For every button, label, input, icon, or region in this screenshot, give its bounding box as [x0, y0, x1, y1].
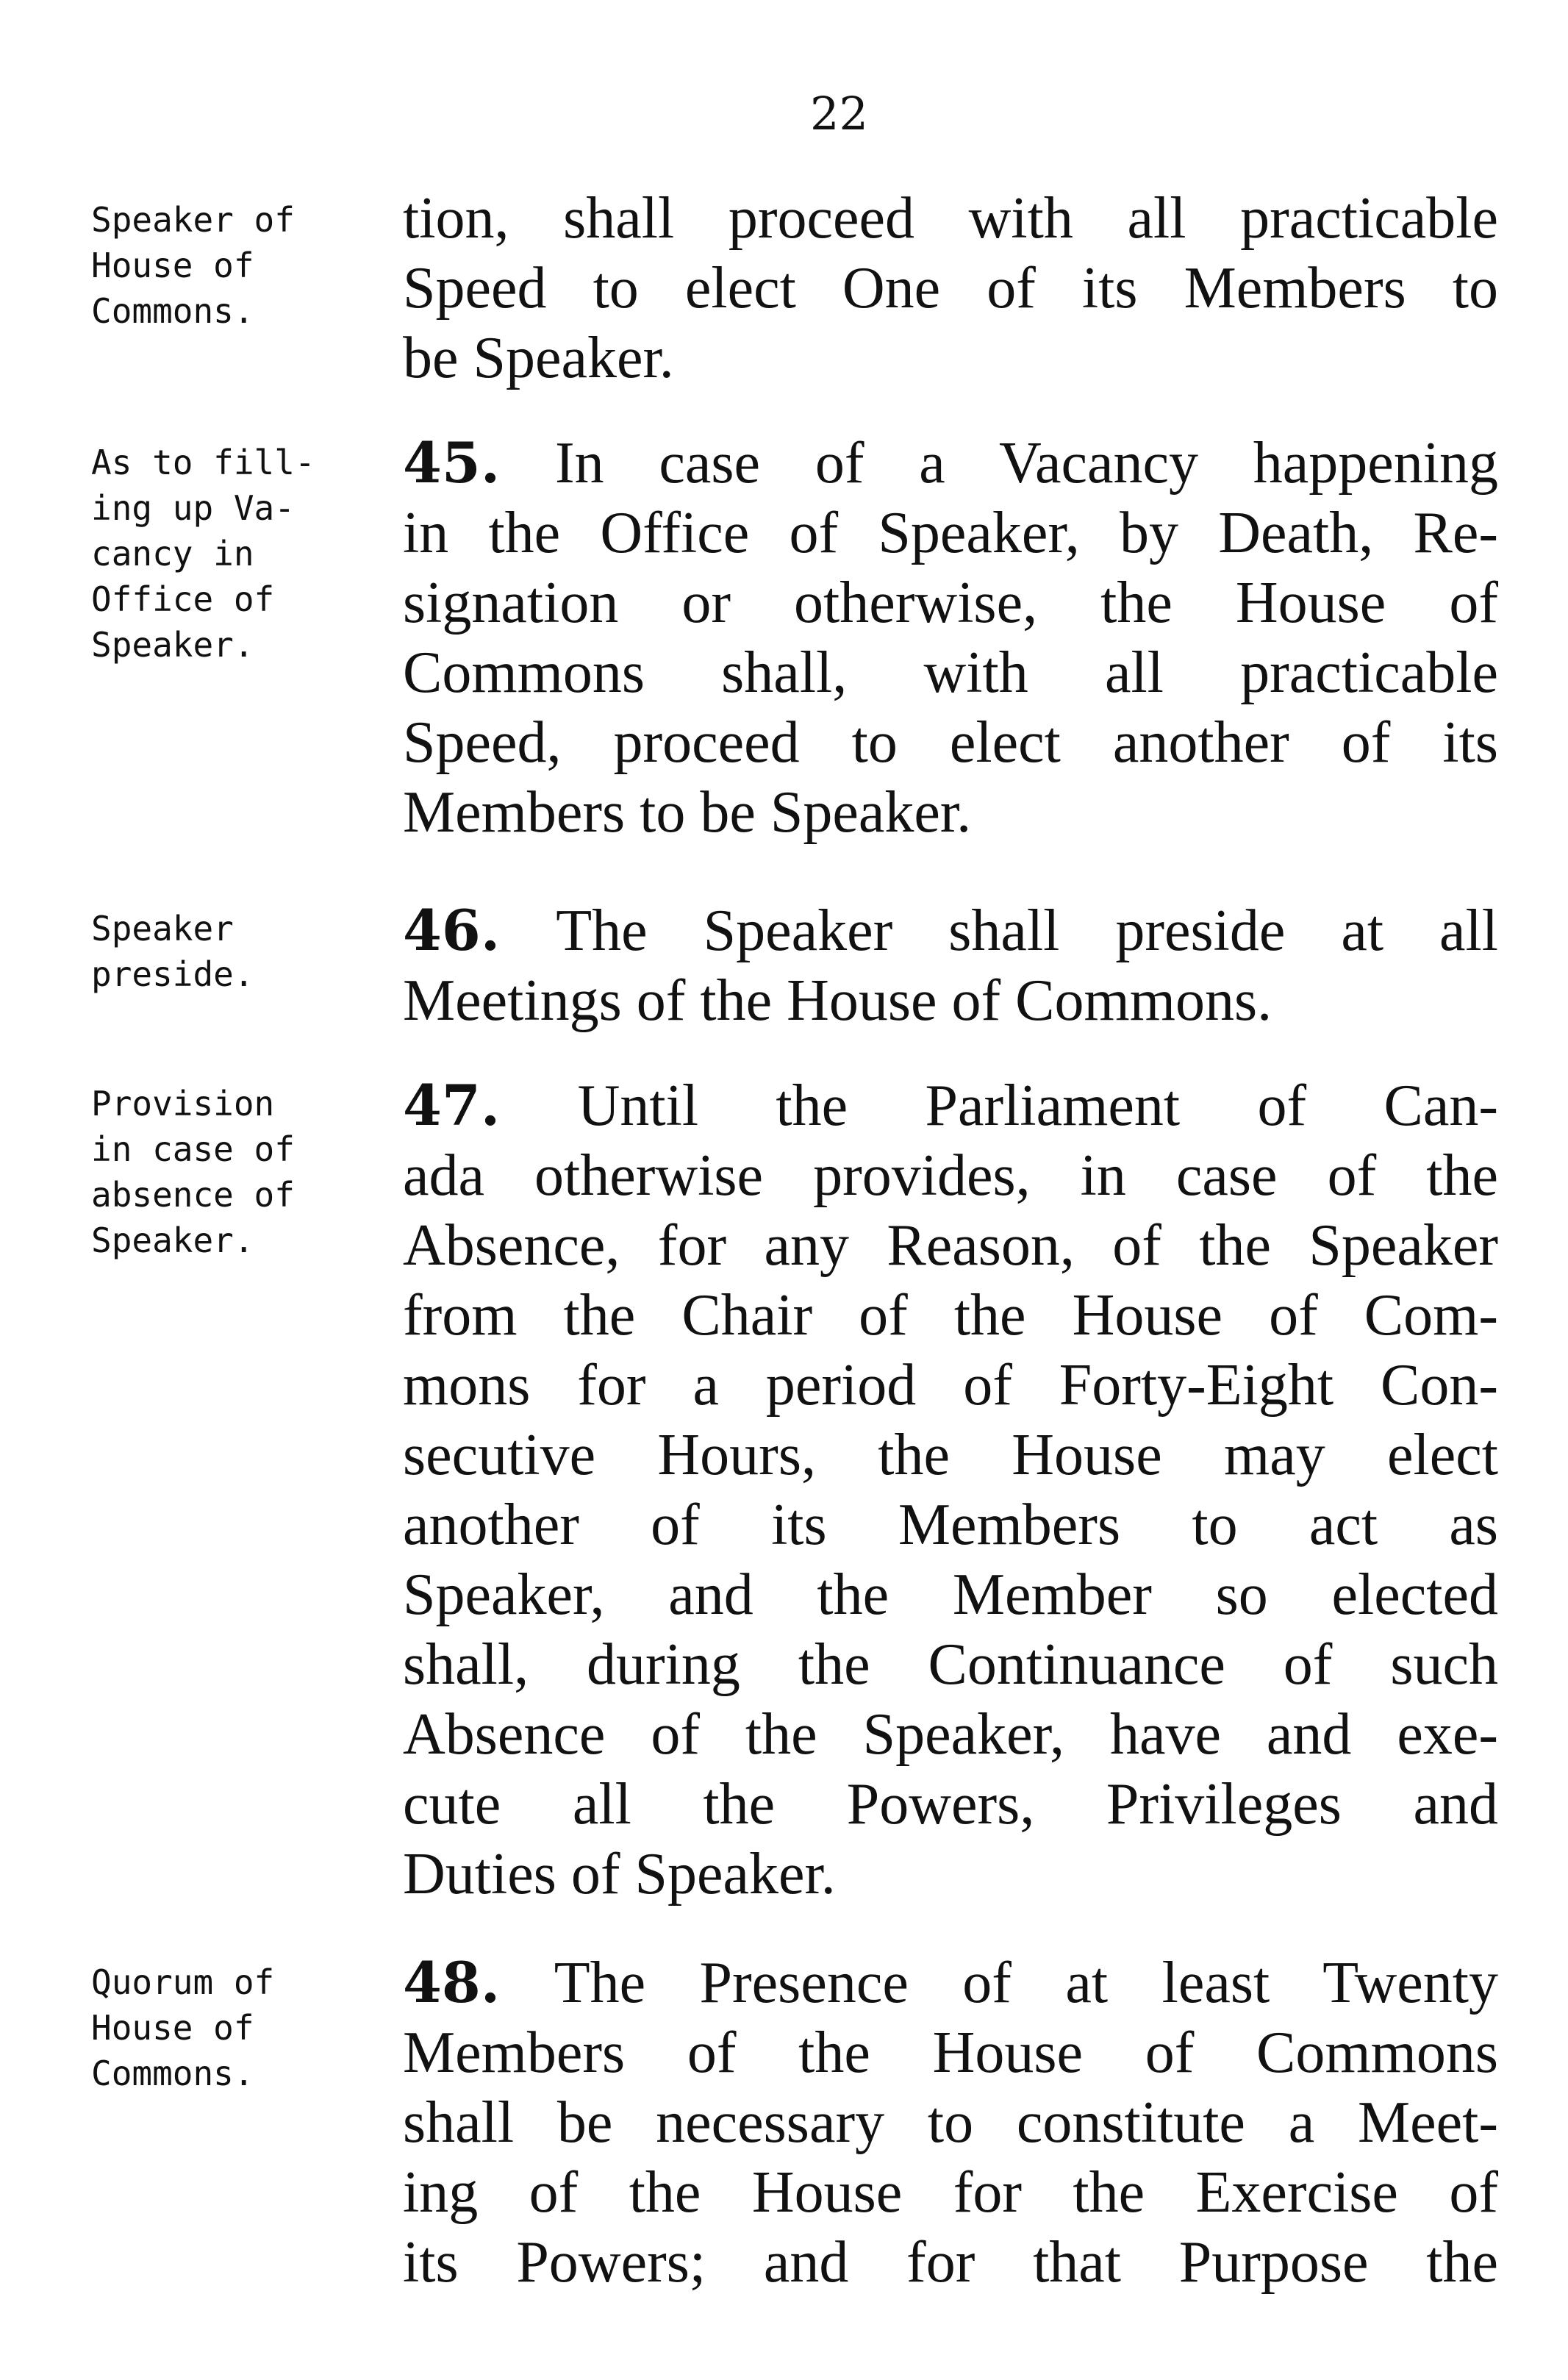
paragraph [403, 184, 1498, 393]
text-line: mons for a period of Forty-Eight Con- [403, 1353, 1498, 1418]
section-number: 46. [403, 898, 501, 963]
text-line: shall be necessary to constitute a Meet- [403, 2090, 1498, 2155]
margin-note: As to fill- ing up Va- cancy in Office of Speaker. [91, 443, 315, 665]
text-line: shall, during the Continuance of such [403, 1632, 1498, 1697]
text-line: Absence of the Speaker, have and exe- [403, 1702, 1498, 1767]
text-line: Meetings of the House of Commons. [403, 968, 1272, 1033]
text-line: another of its Members to act as [403, 1493, 1498, 1557]
margin-note: Speaker preside. [91, 909, 254, 994]
paragraph [403, 896, 1498, 1036]
text-line: Absence, for any Reason, of the Speaker [403, 1213, 1498, 1278]
paragraph [403, 1948, 1498, 2298]
text-line: tion, shall proceed with all practicable [403, 186, 1498, 251]
page-number: 22 [810, 87, 868, 140]
text-line: 45. In case of a Vacancy happening [403, 430, 1498, 496]
paragraph [403, 428, 1498, 848]
paragraph [403, 1071, 1498, 1909]
text-line: from the Chair of the House of Com- [403, 1283, 1498, 1348]
text-line: Commons shall, with all practicable [403, 640, 1498, 705]
text-line: 46. The Speaker shall preside at all [403, 898, 1499, 963]
text-line: Members to be Speaker. [403, 780, 972, 845]
text-line: cute all the Powers, Privileges and [403, 1772, 1498, 1837]
text-line: in the Office of Speaker, by Death, Re- [403, 501, 1498, 565]
text-line: ada otherwise provides, in case of the [403, 1143, 1498, 1208]
text-line: its Powers; and for that Purpose the [403, 2230, 1498, 2295]
text-line: signation or otherwise, the House of [403, 571, 1498, 635]
text-line: Speed to elect One of its Members to [403, 256, 1498, 321]
margin-note: Provision in case of absence of Speaker. [91, 1084, 295, 1260]
text-line: secutive Hours, the House may elect [403, 1423, 1498, 1487]
margin-note: Speaker of House of Commons. [91, 200, 295, 331]
text-line: Members of the House of Commons [403, 2020, 1498, 2085]
text-line: Speed, proceed to elect another of its [403, 710, 1498, 775]
text-line: be Speaker. [403, 326, 674, 390]
section-number: 45. [403, 430, 501, 496]
text-line: 47. Until the Parliament of Can- [403, 1073, 1498, 1138]
section-number: 48. [403, 1950, 501, 2015]
text-line: Duties of Speaker. [403, 1842, 836, 1906]
text-line: 48. The Presence of at least Twenty [403, 1950, 1498, 2015]
text-line: ing of the House for the Exercise of [403, 2160, 1498, 2225]
margin-note: Quorum of House of Commons. [91, 1962, 275, 2093]
text-line: Speaker, and the Member so elected [403, 1562, 1498, 1627]
section-number: 47. [403, 1073, 501, 1138]
